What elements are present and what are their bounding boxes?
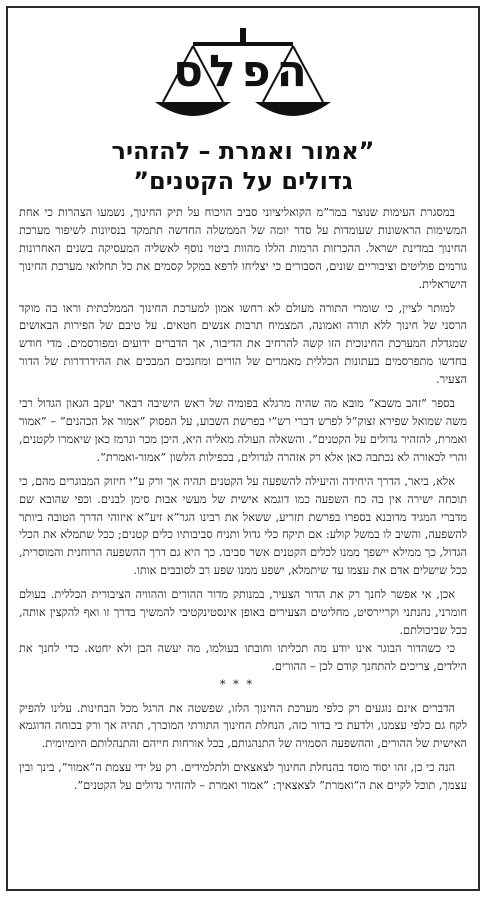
headline-line-1: ”אמור ואמרת – להזהיר	[111, 137, 375, 165]
paragraph: למותר לציין, כי שומרי התורה מעולם לא רחשו אמון למערכת החינוך הממלכתית וראו בה מוקד הרסני של חינוך ללא תורה ואמונה, המצמיח תרבות אנשים חטאים. על טיבם של הפירות הבאושים שמגדלת המערכת החינוכית הזו קשה להרחיב את הדיבור, אך הדברים ידועים ומפורסמים. מדי חודש בחדשו מתפרסמים בעתונות הכללית מאמרים של הורים ומחנכים המבכים את ההידרדרות של הדור הצעיר.	[19, 301, 467, 387]
headline-line-2: גדולים על הקטנים”	[133, 167, 353, 195]
paragraph: אכן, אי אפשר לחנך רק את הדור הצעיר, במנותק מדור ההורים וההוויה הציבורית הכללית. בעולם חומרני, נהנתני וקריירסיט, מחליטים הצעירים באופן אינסטינקטיבי להמשיך בדרך זו ואף להקצין אותה, ככל שביכולתם.	[19, 588, 467, 637]
article-body	[19, 204, 467, 795]
paragraph: במסגרת העימות שנוצר במר”מ הקואליציוני סביב הויכוח על תיק החינוך, נשמעו הצהרות כי אחת המשימות הראשונות שעומדות על סדר יומה של הממשלה החדשה תתמקד בנסיונות לשיפור מערכת החינוך במדינת ישראל. ההכרזות הרמות הללו מהוות ביטוי נוסף לאשליה המעסיקה בשנים האחרונות גורמים פוליטים וציבוריים שונים, הסבורים כי יצליחו לרפא במקל קסמים את כל תחלואי מערכת החינוך הישראלית.	[19, 206, 467, 291]
masthead-logo	[8, 22, 478, 132]
section-separator: * * *	[219, 677, 255, 691]
article-frame	[6, 6, 480, 891]
paragraph: אלא, ביאר, הדרך היחידה והיעילה להשפעה על הקטנים תהיה אך ורק ע”י חיזוק המבוגרים מהם, כי תוכחה ישירה אין בה כח השפעה כמו דוגמא אישית של מעשי אבות סימן לבנים. וכפי שהובא שם מדברי המגיד מדובנא בספרו בפרשת תזריע, ששאל את רבינו הגר”א זיע”א איזוהי הדרך הטובה ביותר להשפעה, והשיב לו במשל קולע: אם תיקח כלי גדול ותניח סביבותיו כלים קטנים; ככל שתמלא את הכלי הגדול, כך ממילא יישפך ממנו לכלים הקטנים אשר סביבו. כך היא גם דרך ההשפעה הרוחנית והמוסרית, ככל שישלים אדם את עצמו עד שיתמלא, ישפע ממנו שפע רב לסובבים אותו.	[19, 474, 467, 578]
paragraph: הדברים אינם נוגעים רק כלפי מערכת החינוך הלזו, שפשטה את הרגל מכל הבחינות. עלינו להפיק לקח גם כלפי עצמנו, ולדעת כי בדור כזה, הנחלת החינוך התורתי המוכרך, תהיה אך ורק בכוחה הדוגמא האישית של ההורים, וההשפעה הסמויה של התנהגותם, בכל אורחות חייהם והתנהלותם היומיומית.	[19, 701, 467, 751]
paragraph: הנה כי כן, זהו יסוד מוסד בהנחלת החינוך לצאצאים ולתלמידים. רק על ידי עצמת ה”אמור”, בינך ובין עצמך, תוכל לקיים את ה”ואמרת” לצאצאיך: ”אמור ואמרת – להזהיר גדולים על הקטנים”.	[19, 761, 467, 793]
headline	[8, 136, 478, 196]
paragraph: בספר ”זהב משבא” מובא מה שהיה מרגלא בפומיה של ראש הישיבה דבאר יעקב הגאון הגדול רבי משה שמואל שפירא זצוק”ל לפרש דברי רש”י בפרשת השבוע, על הפסוק ”אמור אל הכהנים” – ”אמור ואמרת, להזהיר גדולים על הקטנים”. והשאלה העולה מאליה היא, היכן מכר ונרמז כאן שיאמרו לקטנים, והרי לכאורה לא נכתבה כאן אלא רק אזהרה לגדולים, בכפילות הלשון ”אמור-ואמרת”.	[19, 397, 467, 464]
paragraph: כי כשהדור הבוגר אינו יודע מה תכליתו וחובתו בעולמו, מה יעשה הבן ולא יחטא. כדי לחנך את הילדים, צריכים להתחנך קודם לכן – ההורים.	[19, 641, 467, 673]
logo-text: הפלס	[173, 46, 313, 97]
